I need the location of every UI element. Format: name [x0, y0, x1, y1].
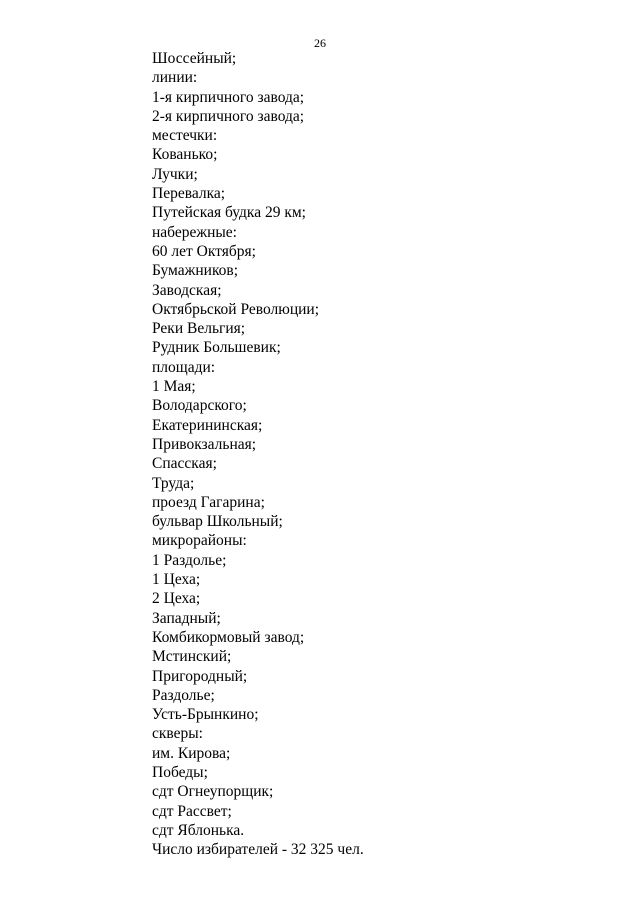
text-line: 1 Раздолье;: [152, 551, 227, 569]
text-line: им. Кирова;: [152, 744, 231, 762]
text-line: микрорайоны:: [152, 532, 247, 550]
text-line: 60 лет Октября;: [152, 242, 256, 260]
text-line: Победы;: [152, 763, 208, 781]
text-line: Кованько;: [152, 146, 218, 164]
text-line: Усть-Брынкино;: [152, 706, 259, 724]
text-line: набережные:: [152, 223, 237, 241]
text-line: Пригородный;: [152, 667, 248, 685]
voter-count-line: Число избирателей - 32 325 чел.: [152, 841, 364, 859]
text-line: 2 Цеха;: [152, 590, 201, 608]
text-line: проезд Гагарина;: [152, 493, 265, 511]
text-line: Перевалка;: [152, 185, 226, 203]
text-line: сдт Огнеупорщик;: [152, 783, 274, 801]
text-line: Спасская;: [152, 455, 217, 473]
text-line: местечки:: [152, 127, 218, 145]
text-line: Октябрьской Революции;: [152, 300, 320, 318]
text-line: 2-я кирпичного завода;: [152, 107, 305, 125]
text-lines: [152, 49, 364, 859]
text-line: Володарского;: [152, 397, 247, 415]
text-line: Путейская будка 29 км;: [152, 204, 306, 222]
text-line: Бумажников;: [152, 262, 239, 280]
text-line: сдт Яблонька.: [152, 821, 245, 839]
text-line: Труда;: [152, 474, 195, 492]
text-line: Реки Вельгия;: [152, 320, 246, 338]
text-line: Мстинский;: [152, 648, 232, 666]
text-line: сдт Рассвет;: [152, 802, 232, 820]
text-line: площади:: [152, 358, 216, 376]
text-line: Комбикормовый завод;: [152, 628, 305, 646]
text-line: Рудник Большевик;: [152, 339, 281, 357]
text-line: Привокзальная;: [152, 435, 257, 453]
text-line: Шоссейный;: [152, 50, 237, 67]
text-line: 1 Цеха;: [152, 571, 201, 589]
text-line: Западный;: [152, 609, 221, 627]
text-line: бульвар Школьный;: [152, 513, 283, 531]
page-number: 26: [314, 36, 326, 50]
text-line: линии:: [152, 69, 198, 87]
text-line: Раздолье;: [152, 686, 215, 704]
text-line: скверы:: [152, 725, 203, 743]
text-line: 1 Мая;: [152, 378, 196, 396]
text-line: Заводская;: [152, 281, 222, 299]
text-line: Лучки;: [152, 165, 198, 183]
text-line: Екатерининская;: [152, 416, 263, 434]
text-line: 1-я кирпичного завода;: [152, 88, 305, 106]
